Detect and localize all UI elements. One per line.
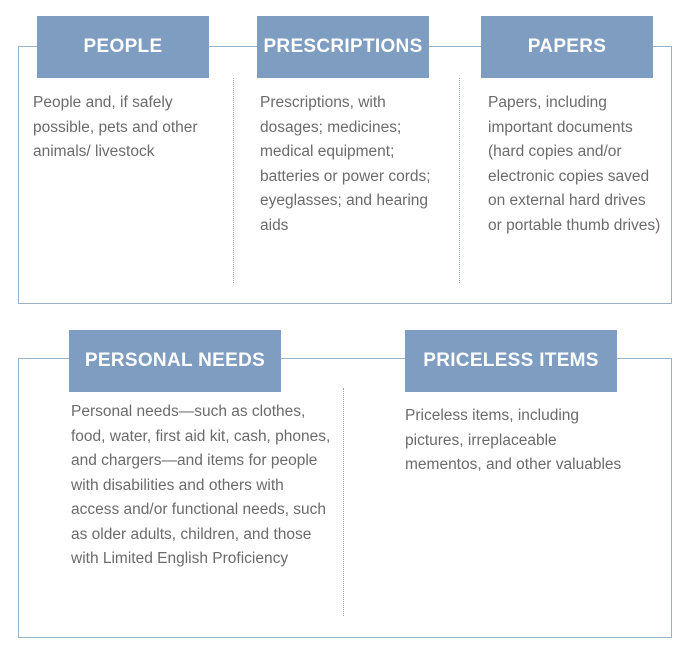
- priceless-items-description: Priceless items, including pictures, irreplaceable mementos, and other valuables: [405, 407, 622, 473]
- personal-needs-header: PERSONAL NEEDS: [69, 330, 281, 392]
- prescriptions-description: Prescriptions, with dosages; medicines; medical equipment; batteries or power cords; eyeglasses; and hearing aids: [260, 94, 431, 234]
- personal-needs-description: Personal needs—such as clothes, food, water, first aid kit, cash, phones, and chargers—and items for people with disabilities and others with access and/or functional needs, such as older adults, children, and those with Limited English Proficiency: [71, 403, 331, 567]
- dotted-divider: [459, 78, 460, 283]
- priceless-items-header: PRICELESS ITEMS: [405, 330, 617, 392]
- people-header: PEOPLE: [37, 16, 209, 78]
- papers-description: Papers, including important documents (hard copies and/or electronic copies saved on external hard drives or portable thumb drives): [488, 94, 661, 234]
- prescriptions-header: PRESCRIPTIONS: [257, 16, 429, 78]
- papers-header: PAPERS: [481, 16, 653, 78]
- dotted-divider: [233, 78, 234, 283]
- people-description: People and, if safely possible, pets and other animals/ livestock: [33, 94, 198, 160]
- dotted-divider: [343, 388, 344, 616]
